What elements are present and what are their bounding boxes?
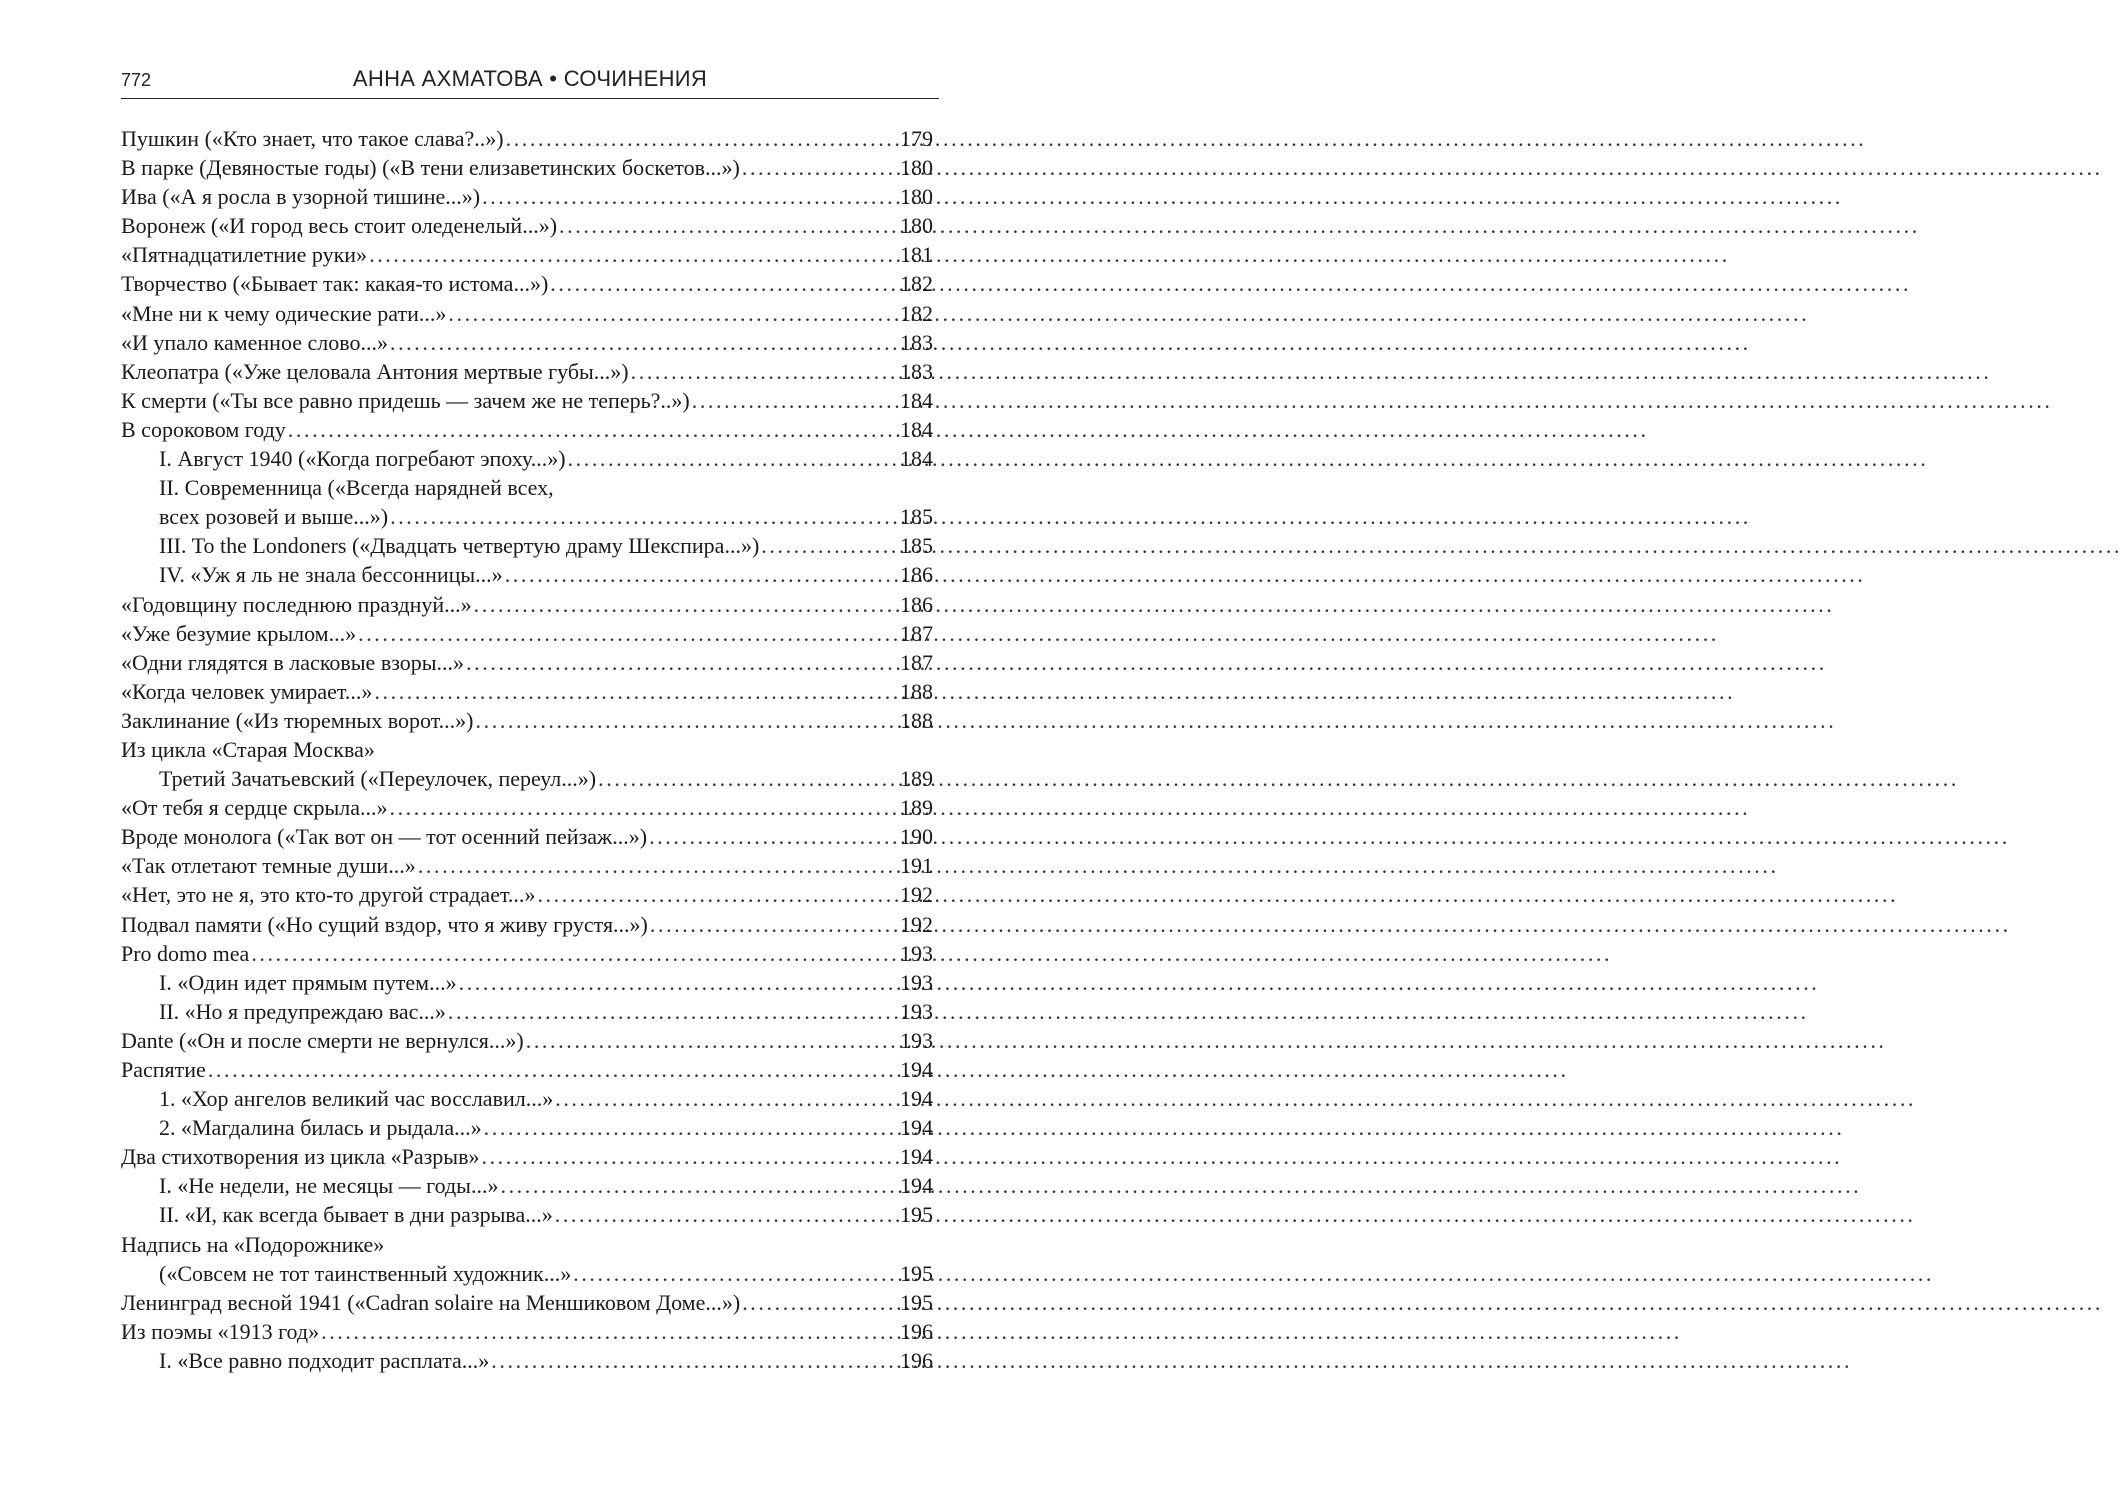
toc-entry-page: 185 xyxy=(900,504,933,530)
dot-leader xyxy=(474,590,898,619)
toc-entry-title: Dante («Он и после смерти не вернулся...») xyxy=(121,1027,524,1053)
toc-entry-title: Из поэмы «1913 год» xyxy=(121,1318,320,1344)
dot-leader xyxy=(559,211,898,240)
table-of-contents xyxy=(121,124,933,1375)
toc-entry-title: Распятие xyxy=(121,1057,206,1082)
dot-leader xyxy=(537,880,898,909)
toc-entry-title: I. «Не недели, не месяцы — годы...» xyxy=(159,1173,499,1199)
dot-leader xyxy=(742,153,898,182)
dot-leader xyxy=(288,415,898,444)
toc-entry xyxy=(121,124,933,153)
toc-entry-title: «Уже безумие крылом...» xyxy=(121,620,357,646)
toc-entry-page: 190 xyxy=(900,824,933,850)
toc-entry xyxy=(121,560,933,589)
toc-entry-page: 186 xyxy=(900,562,933,588)
toc-entry-title: Воронеж («И город весь стоит оледенелый...») xyxy=(121,213,558,239)
dot-leader xyxy=(550,269,898,298)
toc-entry-title: Подвал памяти («Но сущий вздор, что я живу грустя...») xyxy=(121,911,648,937)
toc-entry-page: 188 xyxy=(900,678,933,704)
toc-entry-page: 193 xyxy=(900,969,933,995)
toc-entry xyxy=(121,1259,933,1288)
dot-leader xyxy=(251,939,898,968)
toc-entry xyxy=(121,240,933,269)
running-title: АННА АХМАТОВА • СОЧИНЕНИЯ xyxy=(352,66,708,91)
toc-entry-page: 180 xyxy=(900,155,933,181)
toc-entry xyxy=(121,939,933,968)
toc-entry-title: Из цикла «Старая Москва» xyxy=(121,736,375,762)
toc-entry xyxy=(121,502,933,531)
toc-entry-page: 195 xyxy=(900,1289,933,1315)
toc-entry xyxy=(121,1113,933,1142)
toc-entry xyxy=(121,706,933,735)
toc-entry-page: 184 xyxy=(900,416,933,442)
dot-leader xyxy=(418,851,898,880)
toc-entry xyxy=(121,997,933,1026)
toc-entry-title: «Пятнадцатилетние руки» xyxy=(121,242,368,268)
toc-entry-page: 196 xyxy=(900,1347,933,1373)
dot-leader xyxy=(742,1288,898,1317)
toc-entry-title: Ленинград весной 1941 («Cadran solaire на Меншиковом Доме...») xyxy=(121,1289,741,1315)
toc-entry-page: 186 xyxy=(900,591,933,617)
toc-entry xyxy=(121,793,933,822)
toc-entry-page: 193 xyxy=(900,1027,933,1053)
toc-entry-title: В сороковом году xyxy=(121,416,286,442)
dot-leader xyxy=(466,648,898,677)
toc-entry xyxy=(121,1084,933,1113)
dot-leader xyxy=(526,1026,898,1055)
toc-entry xyxy=(121,1171,933,1200)
page-number: 772 xyxy=(121,70,152,90)
toc-entry-title: Заклинание («Из тюремных ворот...») xyxy=(121,707,474,733)
toc-entry-title: «От тебя я сердце скрыла...» xyxy=(121,795,388,821)
dot-leader xyxy=(321,1317,898,1346)
toc-entry-title: Творчество («Бывает так: какая-то истома...») xyxy=(121,271,549,297)
toc-entry-page: 182 xyxy=(900,271,933,297)
page-header xyxy=(121,66,939,99)
dot-leader xyxy=(631,357,898,386)
toc-entry-title: «Мне ни к чему одические рати...» xyxy=(121,300,447,326)
toc-entry xyxy=(121,1317,933,1346)
toc-entry xyxy=(121,473,933,502)
toc-entry-page: 192 xyxy=(900,882,933,908)
dot-leader xyxy=(484,1113,898,1142)
toc-entry xyxy=(121,764,933,793)
toc-entry-title: II. Современница («Всегда нарядней всех, xyxy=(159,475,554,501)
toc-entry-page: 193 xyxy=(900,940,933,966)
toc-entry xyxy=(121,1288,933,1317)
toc-entry-title: Клеопатра («Уже целовала Антония мертвые губы...») xyxy=(121,358,629,384)
toc-entry xyxy=(121,415,933,444)
dot-leader xyxy=(448,299,898,328)
dot-leader xyxy=(389,793,898,822)
dot-leader xyxy=(208,1055,898,1084)
toc-entry xyxy=(121,357,933,386)
toc-entry-title: К смерти («Ты все равно придешь — зачем же не теперь?..») xyxy=(121,387,690,413)
toc-entry-page: 180 xyxy=(900,184,933,210)
toc-entry xyxy=(121,1055,933,1084)
toc-entry-title: («Совсем не тот таинственный художник...» xyxy=(159,1260,572,1286)
dot-leader xyxy=(374,677,898,706)
toc-entry-title: Надпись на «Подорожнике» xyxy=(121,1231,385,1257)
toc-entry xyxy=(121,386,933,415)
toc-entry xyxy=(121,1200,933,1229)
toc-entry-title: II. «И, как всегда бывает в дни разрыва...» xyxy=(159,1202,553,1228)
toc-entry xyxy=(121,531,933,560)
toc-entry-page: 188 xyxy=(900,707,933,733)
toc-entry xyxy=(121,1026,933,1055)
toc-entry-title: III. To the Londoners («Двадцать четвертую драму Шекспира...») xyxy=(159,533,760,559)
toc-entry xyxy=(121,299,933,328)
toc-entry-page: 194 xyxy=(900,1086,933,1112)
toc-entry-title: II. «Но я предупреждаю вас...» xyxy=(159,998,446,1024)
toc-entry-page: 182 xyxy=(900,300,933,326)
toc-entry-title: Ива («А я росла в узорной тишине...») xyxy=(121,184,481,210)
toc-entry-page: 194 xyxy=(900,1115,933,1141)
toc-entry-title: IV. «Уж я ль не знала бессонницы...» xyxy=(159,562,503,588)
toc-entry xyxy=(121,153,933,182)
dot-leader xyxy=(506,124,898,153)
toc-entry-page: 179 xyxy=(900,126,933,151)
toc-entry-title: 2. «Магдалина билась и рыдала...» xyxy=(159,1115,482,1141)
toc-entry xyxy=(121,182,933,211)
dot-leader xyxy=(491,1346,898,1375)
dot-leader xyxy=(555,1084,898,1113)
dot-leader xyxy=(573,1259,898,1288)
toc-entry xyxy=(121,211,933,240)
toc-entry-page: 184 xyxy=(900,387,933,413)
toc-entry-page: 181 xyxy=(900,242,933,268)
toc-entry-title: Третий Зачатьевский («Переулочек, переул...») xyxy=(159,766,597,792)
toc-entry-title: «Когда человек умирает...» xyxy=(121,678,373,704)
toc-entry-title: «И упало каменное слово...» xyxy=(121,329,388,355)
dot-leader xyxy=(459,968,898,997)
toc-entry xyxy=(121,1142,933,1171)
toc-entry-title: «Нет, это не я, это кто-то другой страдает...» xyxy=(121,882,536,908)
toc-entry-title: Вроде монолога («Так вот он — тот осенний пейзаж...») xyxy=(121,824,648,850)
toc-entry xyxy=(121,619,933,648)
dot-leader xyxy=(692,386,898,415)
toc-entry-page: 187 xyxy=(900,649,933,675)
dot-leader xyxy=(505,560,898,589)
dot-leader xyxy=(568,444,898,473)
toc-entry-title: «Годовщину последнюю празднуй...» xyxy=(121,591,472,617)
dot-leader xyxy=(598,764,898,793)
toc-entry xyxy=(121,1346,933,1375)
dot-leader xyxy=(500,1171,898,1200)
dot-leader xyxy=(390,502,898,531)
dot-leader xyxy=(390,328,898,357)
toc-entry-page: 189 xyxy=(900,766,933,792)
toc-entry-page: 195 xyxy=(900,1202,933,1228)
dot-leader xyxy=(650,910,898,939)
toc-entry xyxy=(121,880,933,909)
toc-entry xyxy=(121,328,933,357)
toc-entry xyxy=(121,735,933,764)
toc-entry-title: «Одни глядятся в ласковые взоры...» xyxy=(121,649,465,675)
toc-entry-title: Два стихотворения из цикла «Разрыв» xyxy=(121,1144,480,1170)
toc-entry-page: 194 xyxy=(900,1057,933,1082)
toc-entry-page: 192 xyxy=(900,911,933,937)
toc-entry xyxy=(121,444,933,473)
dot-leader xyxy=(448,997,898,1026)
dot-leader xyxy=(482,182,898,211)
toc-entry xyxy=(121,968,933,997)
dot-leader xyxy=(555,1200,898,1229)
toc-entry-page: 183 xyxy=(900,329,933,355)
toc-entry xyxy=(121,269,933,298)
toc-entry-title: «Так отлетают темные души...» xyxy=(121,853,416,879)
toc-entry-page: 180 xyxy=(900,213,933,239)
toc-entry-page: 194 xyxy=(900,1144,933,1170)
dot-leader xyxy=(649,822,898,851)
toc-entry xyxy=(121,822,933,851)
toc-entry xyxy=(121,1230,933,1259)
toc-entry xyxy=(121,590,933,619)
toc-entry xyxy=(121,648,933,677)
toc-entry-title: I. «Один идет прямым путем...» xyxy=(159,969,457,995)
toc-entry-page: 195 xyxy=(900,1260,933,1286)
toc-entry-title: Пушкин («Кто знает, что такое слава?..») xyxy=(121,126,504,151)
toc-entry xyxy=(121,910,933,939)
toc-entry-title: Pro domo mea xyxy=(121,940,250,966)
toc-entry-page: 194 xyxy=(900,1173,933,1199)
dot-leader xyxy=(476,706,898,735)
dot-leader xyxy=(358,619,898,648)
dot-leader xyxy=(481,1142,898,1171)
toc-entry-page: 191 xyxy=(900,853,933,879)
toc-entry-title: В парке (Девяностые годы) («В тени елизаветинских боскетов...») xyxy=(121,155,740,181)
toc-entry-title: I. «Все равно подходит расплата...» xyxy=(159,1347,490,1373)
toc-entry-title: 1. «Хор ангелов великий час восславил...» xyxy=(159,1086,554,1112)
dot-leader xyxy=(761,531,898,560)
toc-entry-page: 193 xyxy=(900,998,933,1024)
toc-entry xyxy=(121,677,933,706)
toc-entry xyxy=(121,851,933,880)
dot-leader xyxy=(369,240,898,269)
toc-entry-title: всех розовей и выше...») xyxy=(159,504,389,530)
toc-entry-page: 196 xyxy=(900,1318,933,1344)
toc-entry-page: 189 xyxy=(900,795,933,821)
toc-entry-page: 183 xyxy=(900,358,933,384)
toc-entry-page: 185 xyxy=(900,533,933,559)
toc-entry-page: 184 xyxy=(900,446,933,472)
toc-entry-page: 187 xyxy=(900,620,933,646)
toc-entry-title: I. Август 1940 («Когда погребают эпоху...») xyxy=(159,446,566,472)
